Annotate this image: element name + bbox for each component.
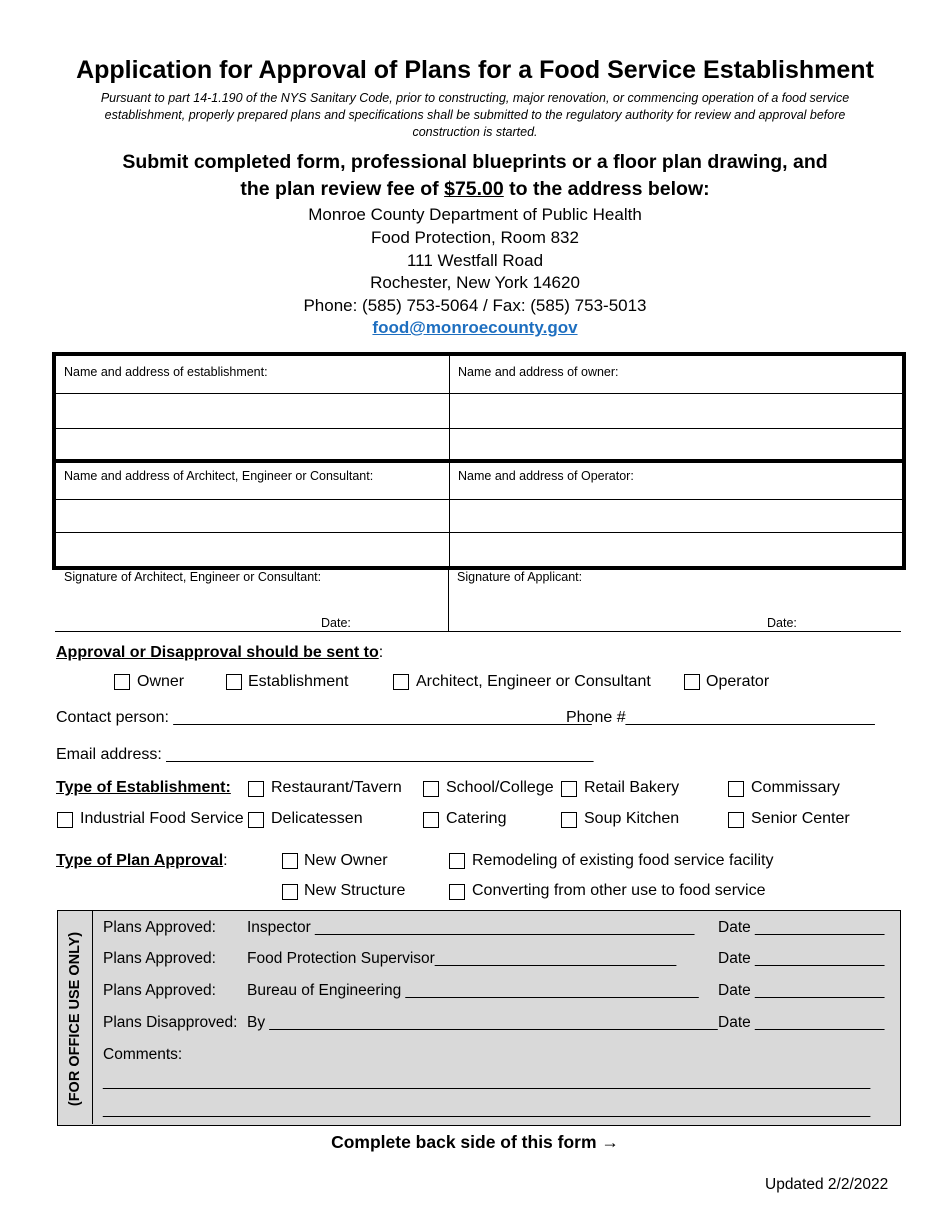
new-structure-checkbox[interactable] bbox=[282, 884, 298, 900]
senior-center-label: Senior Center bbox=[751, 810, 850, 827]
architect-checkbox[interactable] bbox=[393, 674, 409, 690]
owner-label: Name and address of owner: bbox=[458, 365, 619, 379]
establishment-type-heading: Type of Establishment: bbox=[56, 779, 231, 796]
senior-center-checkbox[interactable] bbox=[728, 812, 744, 828]
restaurant-checkbox[interactable] bbox=[248, 781, 264, 797]
applicant-date-label: Date: bbox=[767, 616, 797, 630]
office-row1-field[interactable]: Inspector ____________________________________________ bbox=[247, 919, 695, 936]
office-row4-date[interactable]: Date _______________ bbox=[718, 1014, 885, 1031]
architect-signature-label: Signature of Architect, Engineer or Consultant: bbox=[64, 570, 322, 584]
phone-field[interactable]: Phone #____________________________ bbox=[566, 709, 875, 726]
approval-heading-text: Approval or Disapproval should be sent to bbox=[56, 644, 379, 661]
commissary-checkbox[interactable] bbox=[728, 781, 744, 797]
new-structure-label: New Structure bbox=[304, 882, 406, 899]
submit-instructions-line1: Submit completed form, professional blueprints or a floor plan drawing, and bbox=[122, 151, 828, 173]
school-label: School/College bbox=[446, 779, 554, 796]
info-table bbox=[52, 352, 906, 570]
office-row3-date[interactable]: Date _______________ bbox=[718, 982, 885, 999]
office-row2-date[interactable]: Date _______________ bbox=[718, 950, 885, 967]
school-checkbox[interactable] bbox=[423, 781, 439, 797]
operator-option-label: Operator bbox=[706, 673, 770, 690]
office-row3-label: Plans Approved: bbox=[103, 982, 216, 999]
owner-row1[interactable] bbox=[450, 356, 902, 394]
operator-checkbox[interactable] bbox=[684, 674, 700, 690]
address-line4: Rochester, New York 14620 bbox=[370, 273, 580, 292]
industrial-checkbox[interactable] bbox=[57, 812, 73, 828]
establishment-owner-row3[interactable] bbox=[56, 429, 902, 461]
address-line2: Food Protection, Room 832 bbox=[371, 228, 579, 247]
signature-underline bbox=[55, 631, 901, 632]
commissary-label: Commissary bbox=[751, 779, 840, 796]
comments-label: Comments: bbox=[103, 1046, 183, 1063]
applicant-signature-label: Signature of Applicant: bbox=[457, 570, 583, 584]
new-owner-checkbox[interactable] bbox=[282, 853, 298, 869]
email-link[interactable]: food@monroecounty.gov bbox=[372, 318, 578, 337]
office-row1-date[interactable]: Date _______________ bbox=[718, 919, 885, 936]
soup-kitchen-checkbox[interactable] bbox=[561, 812, 577, 828]
office-row3-field[interactable]: Bureau of Engineering __________________________________ bbox=[247, 982, 699, 999]
office-row4-label: Plans Disapproved: bbox=[103, 1014, 238, 1031]
establishment-row1[interactable] bbox=[56, 356, 449, 394]
retail-bakery-label: Retail Bakery bbox=[584, 779, 680, 796]
office-row4-field[interactable]: By ____________________________________________________ bbox=[247, 1014, 718, 1031]
restaurant-label: Restaurant/Tavern bbox=[271, 779, 402, 796]
approval-heading bbox=[56, 644, 383, 662]
office-use-label: (FOR OFFICE USE ONLY) bbox=[67, 931, 83, 1107]
architect-date-label: Date: bbox=[321, 616, 351, 630]
phone-fax: Phone: (585) 753-5064 / Fax: (585) 753-5013 bbox=[303, 296, 647, 315]
architect-option-label: Architect, Engineer or Consultant bbox=[416, 673, 651, 690]
delicatessen-label: Delicatessen bbox=[271, 810, 363, 827]
plan-approval-heading-colon: : bbox=[223, 852, 228, 869]
office-use-section bbox=[57, 910, 901, 1126]
architect-label: Name and address of Architect, Engineer or Consultant: bbox=[64, 469, 374, 483]
remodeling-label: Remodeling of existing food service facility bbox=[472, 852, 774, 869]
new-owner-label: New Owner bbox=[304, 852, 388, 869]
owner-checkbox[interactable] bbox=[114, 674, 130, 690]
architect-row1[interactable] bbox=[56, 463, 449, 500]
comment-line1[interactable]: _________________________________________________________________________________________ bbox=[103, 1073, 871, 1090]
owner-row2[interactable] bbox=[450, 394, 902, 429]
page-title: Application for Approval of Plans for a Food Service Establishment bbox=[76, 56, 874, 84]
converting-checkbox[interactable] bbox=[449, 884, 465, 900]
catering-checkbox[interactable] bbox=[423, 812, 439, 828]
retail-bakery-checkbox[interactable] bbox=[561, 781, 577, 797]
submit-instructions-line2 bbox=[0, 178, 950, 201]
plan-approval-heading bbox=[56, 852, 228, 870]
approval-heading-colon: : bbox=[378, 644, 384, 661]
delicatessen-checkbox[interactable] bbox=[248, 812, 264, 828]
establishment-label: Name and address of establishment: bbox=[64, 365, 268, 379]
submit-line2-post: to the address below: bbox=[503, 178, 710, 200]
submit-line2-pre: the plan review fee of bbox=[240, 178, 445, 200]
email-field[interactable]: Email address: ________________________________________________ bbox=[56, 746, 594, 763]
address-line3: 111 Westfall Road bbox=[406, 251, 544, 270]
back-side-note bbox=[0, 1132, 950, 1153]
back-side-text: Complete back side of this form bbox=[331, 1132, 597, 1152]
plan-approval-heading-text: Type of Plan Approval bbox=[56, 852, 224, 869]
office-row2-field[interactable]: Food Protection Supervisor____________________________ bbox=[247, 950, 677, 967]
catering-label: Catering bbox=[446, 810, 507, 827]
fee-amount: $75.00 bbox=[444, 178, 504, 200]
intro-text: Pursuant to part 14-1.190 of the NYS Sanitary Code, prior to constructing, major renovation, or commencing operation of a food service establishment, properly prepared plans and specifications shall be submitted to the regulatory authority for review and approval before construction is started. bbox=[100, 91, 850, 139]
establishment-option-label: Establishment bbox=[248, 673, 349, 690]
contact-person-field[interactable]: Contact person: _______________________________________________ bbox=[56, 709, 592, 726]
operator-label: Name and address of Operator: bbox=[458, 469, 634, 483]
soup-kitchen-label: Soup Kitchen bbox=[584, 810, 680, 827]
architect-row2[interactable] bbox=[56, 500, 449, 533]
office-row2-label: Plans Approved: bbox=[103, 950, 216, 967]
establishment-checkbox[interactable] bbox=[226, 674, 242, 690]
converting-label: Converting from other use to food service bbox=[472, 882, 766, 899]
industrial-label: Industrial Food Service bbox=[80, 810, 244, 827]
address-line1: Monroe County Department of Public Health bbox=[308, 205, 642, 224]
updated-date: Updated 2/2/2022 bbox=[765, 1176, 889, 1193]
establishment-row2[interactable] bbox=[56, 394, 449, 429]
operator-row2[interactable] bbox=[450, 500, 902, 533]
office-use-sidebar bbox=[58, 911, 93, 1124]
remodeling-checkbox[interactable] bbox=[449, 853, 465, 869]
signature-divider bbox=[448, 566, 449, 632]
office-row1-label: Plans Approved: bbox=[103, 919, 216, 936]
owner-option-label: Owner bbox=[137, 673, 185, 690]
comment-line2[interactable]: _________________________________________________________________________________________ bbox=[103, 1101, 871, 1118]
right-arrow-icon: → bbox=[601, 1132, 619, 1152]
operator-row1[interactable] bbox=[450, 463, 902, 500]
